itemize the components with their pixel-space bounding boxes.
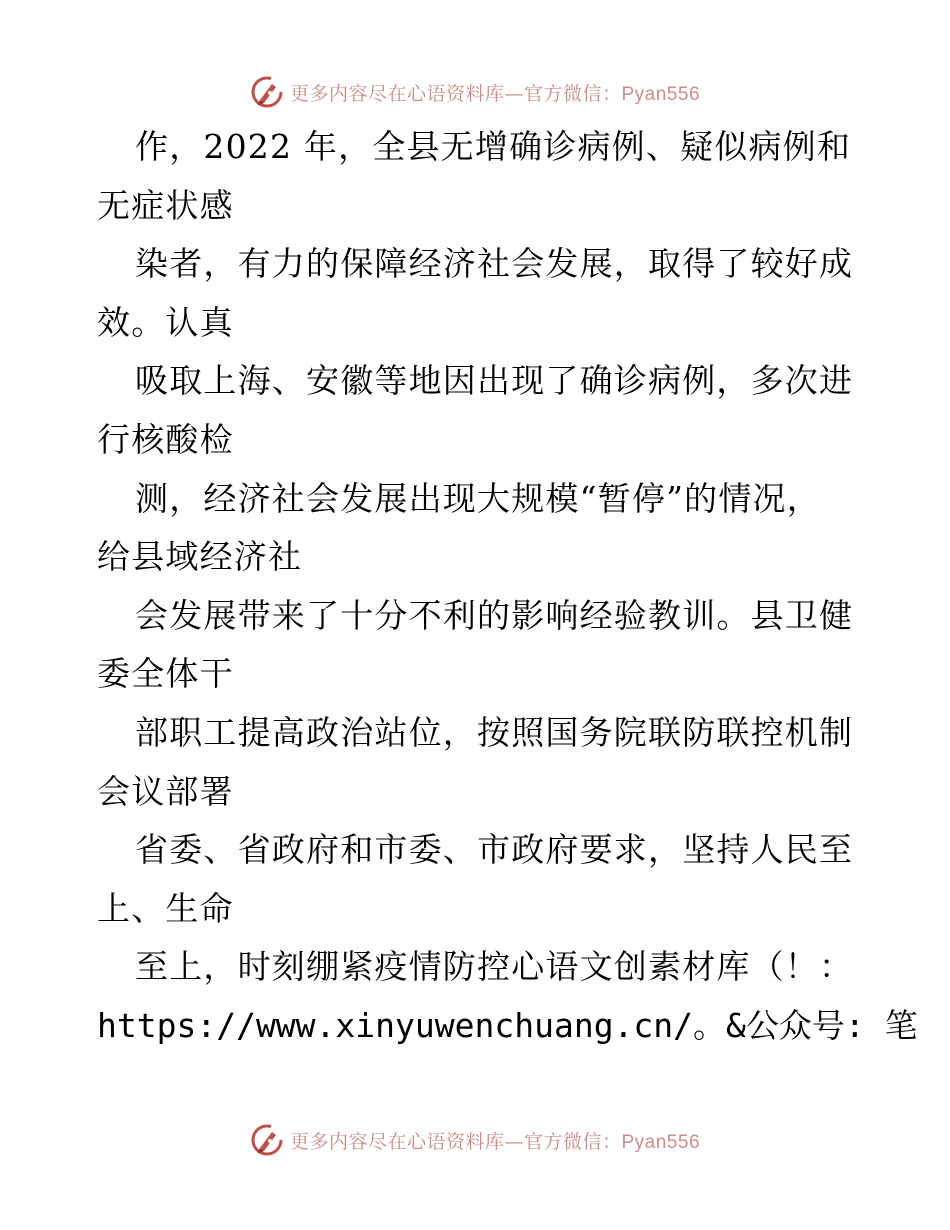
body-line: 委全体干 — [97, 654, 234, 694]
watermark-label: 更多内容尽在心语资料库—官方微信： — [289, 1130, 622, 1153]
watermark-text — [290, 1127, 700, 1154]
body-line: 测，经济社会发展出现大规模“暂停”的情况， — [135, 478, 821, 518]
footer-watermark — [0, 1120, 950, 1160]
watermark-text — [290, 79, 700, 106]
body-line: 行核酸检 — [97, 419, 234, 459]
body-line: 染者，有力的保障经济社会发展，取得了较好成 — [135, 244, 854, 284]
body-line: 至上，时刻绷紧疫情防控心语文创素材库（！： — [135, 947, 854, 987]
body-line: 无症状感 — [97, 185, 234, 225]
header-watermark — [0, 72, 950, 112]
watermark-wechat-id: Pyan556 — [621, 83, 701, 105]
body-line: 省委、省政府和市委、市政府要求，坚持人民至 — [135, 830, 854, 870]
body-line: 吸取上海、安徽等地因出现了确诊病例，多次进 — [135, 361, 854, 401]
body-line: 给县域经济社 — [97, 537, 303, 577]
body-line: 上、生命 — [97, 888, 234, 928]
body-line: 作，2022 年，全县无增确诊病例、疑似病例和 — [135, 127, 852, 166]
body-line: 会发展带来了十分不利的影响经验教训。县卫健 — [135, 595, 854, 635]
body-line-url: https://www.xinyuwenchuang.cn/。&公众号: 笔 — [97, 1005, 918, 1045]
document-body — [97, 118, 918, 1056]
body-line: 会议部署 — [97, 771, 234, 811]
watermark-wechat-id: Pyan556 — [621, 1131, 701, 1153]
pen-logo-icon — [250, 1123, 284, 1157]
body-line: 部职工提高政治站位，按照国务院联防联控机制 — [135, 712, 854, 752]
watermark-label: 更多内容尽在心语资料库—官方微信： — [289, 82, 622, 105]
pen-logo-icon — [250, 75, 284, 109]
body-line: 效。认真 — [97, 302, 234, 342]
